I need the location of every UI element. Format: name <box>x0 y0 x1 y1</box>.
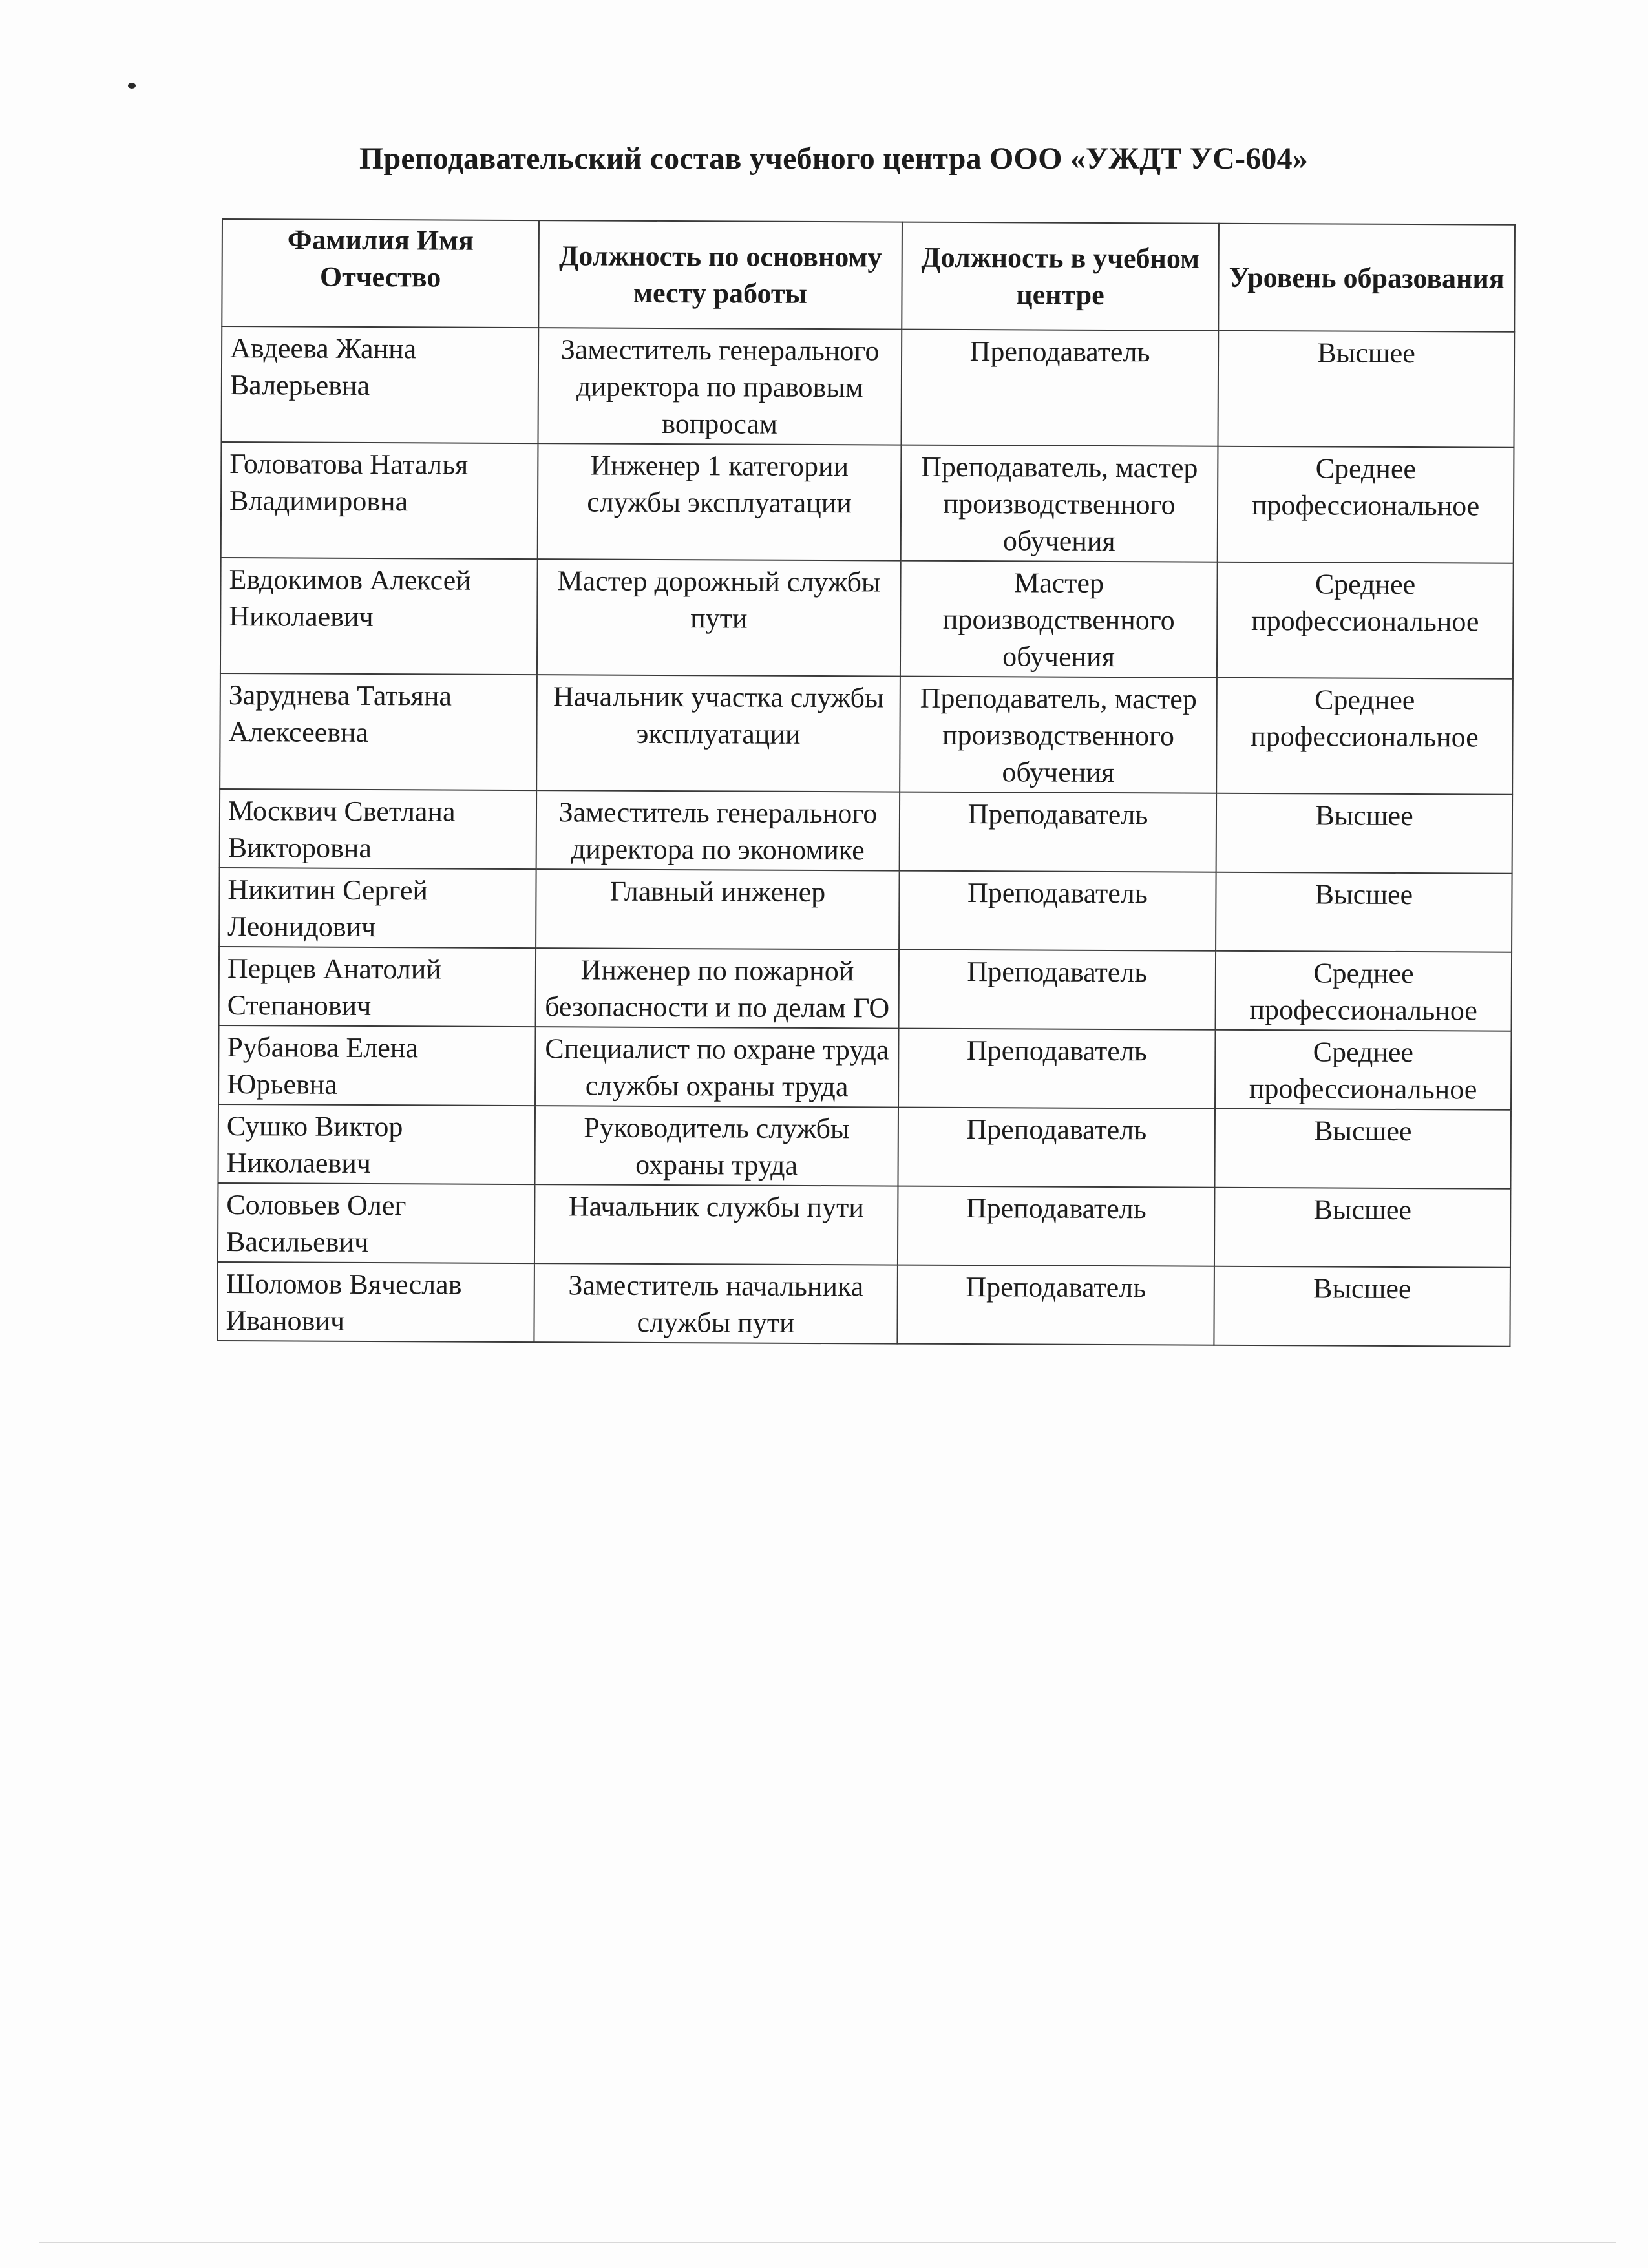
header-name: Фамилия Имя Отчество <box>222 219 539 328</box>
cell-center-position: Преподаватель <box>898 1186 1215 1266</box>
header-education: Уровень образования <box>1218 224 1515 332</box>
cell-education: Высшее <box>1218 331 1514 448</box>
table-row <box>220 789 1513 874</box>
cell-main-position: Инженер 1 категории службы эксплуатации <box>538 443 902 560</box>
cell-name: Шоломов Вячеслав Иванович <box>217 1262 534 1342</box>
cell-main-position: Главный инженер <box>536 869 900 949</box>
table-row <box>221 326 1514 448</box>
cell-center-position: Мастер производственного обучения <box>900 561 1218 678</box>
cell-center-position: Преподаватель <box>900 792 1217 872</box>
cell-education: Среднее профессиональное <box>1218 446 1514 563</box>
cell-center-position: Преподаватель <box>899 950 1216 1030</box>
cell-center-position: Преподаватель <box>897 1265 1214 1345</box>
header-main-position: Должность по основному месту работы <box>538 220 902 329</box>
cell-name: Евдокимов Алексей Николаевич <box>220 558 538 675</box>
cell-name: Никитин Сергей Леонидович <box>219 868 536 948</box>
cell-name: Москвич Светлана Викторовна <box>220 789 537 869</box>
table-row <box>220 673 1513 795</box>
scan-edge-line <box>39 2242 1616 2243</box>
cell-name: Заруднева Татьяна Алексеевна <box>220 673 537 790</box>
table-row <box>218 1104 1511 1189</box>
staff-table <box>217 218 1516 1347</box>
cell-education: Среднее профессиональное <box>1215 1030 1512 1110</box>
cell-center-position: Преподаватель <box>899 871 1216 951</box>
cell-name: Перцев Анатолий Степанович <box>219 947 536 1027</box>
cell-education: Высшее <box>1216 793 1513 874</box>
table-header-row <box>222 219 1515 332</box>
table-row <box>219 947 1512 1031</box>
scan-speck <box>128 83 136 89</box>
cell-name: Авдеева Жанна Валерьевна <box>221 326 538 443</box>
table-row <box>217 1262 1510 1347</box>
cell-education: Высшее <box>1216 872 1512 952</box>
cell-education: Среднее профессиональное <box>1216 678 1513 795</box>
cell-main-position: Заместитель начальника службы пути <box>534 1263 898 1343</box>
cell-center-position: Преподаватель <box>901 330 1218 446</box>
cell-name: Рубанова Елена Юрьевна <box>218 1025 536 1106</box>
cell-main-position: Начальник участка службы эксплуатации <box>536 675 900 792</box>
cell-education: Высшее <box>1214 1109 1511 1189</box>
table-row <box>221 442 1514 563</box>
cell-main-position: Инженер по пожарной безопасности и по делам ГО <box>536 948 900 1028</box>
cell-name: Соловьев Олег Васильевич <box>218 1183 535 1263</box>
cell-name: Головатова Наталья Владимировна <box>221 442 538 559</box>
cell-main-position: Заместитель генерального директора по правовым вопросам <box>538 328 902 445</box>
cell-center-position: Преподаватель <box>898 1029 1216 1109</box>
cell-main-position: Заместитель генерального директора по экономике <box>536 790 900 870</box>
cell-main-position: Специалист по охране труда службы охраны труда <box>535 1027 899 1107</box>
document-title: Преподавательский состав учебного центра ООО «УЖДТ УС-604» <box>359 142 1309 176</box>
cell-center-position: Преподаватель, мастер производственного обучения <box>900 677 1217 793</box>
cell-education: Высшее <box>1214 1266 1510 1347</box>
cell-education: Среднее профессиональное <box>1217 562 1514 679</box>
cell-education: Среднее профессиональное <box>1216 951 1512 1031</box>
cell-education: Высшее <box>1214 1188 1511 1268</box>
table-row <box>218 1025 1512 1110</box>
cell-main-position: Руководитель службы охраны труда <box>534 1106 898 1186</box>
table-row <box>219 868 1512 952</box>
cell-center-position: Преподаватель, мастер производственного обучения <box>901 445 1218 562</box>
table-row <box>220 558 1514 679</box>
cell-name: Сушко Виктор Николаевич <box>218 1104 535 1184</box>
table-row <box>218 1183 1511 1268</box>
cell-main-position: Мастер дорожный службы пути <box>537 559 901 676</box>
cell-main-position: Начальник службы пути <box>534 1184 898 1265</box>
header-center-position: Должность в учебном центре <box>902 222 1219 331</box>
cell-center-position: Преподаватель <box>898 1108 1215 1188</box>
